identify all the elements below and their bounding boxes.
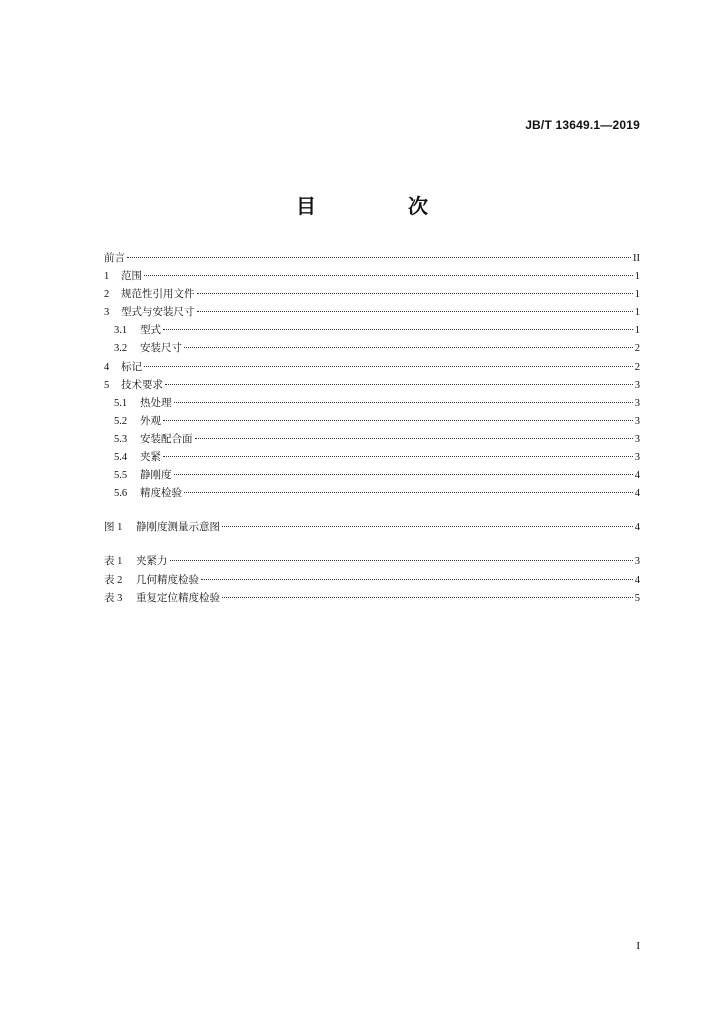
toc-entry[interactable] (104, 431, 640, 449)
entry-page-number: 5 (634, 592, 640, 604)
table-entry[interactable] (104, 553, 640, 571)
entry-label: 热处理 (140, 397, 172, 409)
dot-leader (127, 257, 631, 258)
dot-leader (163, 456, 633, 457)
toc-entry[interactable] (104, 340, 640, 358)
dot-leader (163, 329, 633, 330)
entry-label: 规范性引用文件 (121, 289, 195, 301)
entry-page-number: 1 (634, 271, 640, 283)
dot-leader (170, 560, 633, 561)
dot-leader (197, 311, 633, 312)
dot-leader (197, 293, 633, 294)
entry-page-number: 3 (634, 433, 640, 445)
dot-leader (195, 438, 633, 439)
entry-label: 标记 (121, 361, 142, 373)
entry-number: 3.1 (114, 325, 128, 337)
dot-leader (201, 579, 633, 580)
dot-leader (222, 526, 633, 527)
standard-code: JB/T 13649.1—2019 (525, 118, 640, 132)
dot-leader (184, 492, 633, 493)
toc-entry[interactable] (104, 359, 640, 377)
entry-number: 表 3 (104, 592, 123, 604)
entry-page-number: 3 (634, 452, 640, 464)
dot-leader (144, 275, 633, 276)
entry-page-number: 4 (634, 470, 640, 482)
entry-page-number: 3 (634, 379, 640, 391)
entry-page-number: 3 (634, 397, 640, 409)
toc-table-list (104, 553, 640, 607)
entry-number: 表 2 (104, 574, 123, 586)
entry-number: 图 1 (104, 522, 123, 534)
entry-label: 技术要求 (121, 379, 163, 391)
figure-entry[interactable] (104, 519, 640, 537)
toc-entry[interactable] (104, 449, 640, 467)
toc-entry[interactable] (104, 413, 640, 431)
entry-label: 安装配合面 (140, 433, 193, 445)
page-number: I (636, 940, 640, 952)
entry-number: 1 (104, 271, 110, 283)
table-entry[interactable] (104, 590, 640, 608)
toc-entry[interactable] (104, 485, 640, 503)
dot-leader (222, 597, 633, 598)
entry-page-number: 4 (634, 488, 640, 500)
toc-entry[interactable] (104, 322, 640, 340)
entry-label: 静刚度测量示意图 (136, 522, 220, 534)
dot-leader (174, 474, 633, 475)
entry-label: 外观 (140, 415, 161, 427)
entry-number: 3 (104, 307, 110, 319)
dot-leader (174, 402, 633, 403)
entry-label: 重复定位精度检验 (136, 592, 220, 604)
entry-page-number: 4 (634, 522, 640, 534)
dot-leader (184, 347, 633, 348)
toc-entry[interactable] (104, 286, 640, 304)
entry-number: 2 (104, 289, 110, 301)
page-title: 目 次 (296, 194, 464, 218)
entry-page-number: 1 (634, 325, 640, 337)
entry-page-number: 1 (634, 307, 640, 319)
dot-leader (165, 384, 633, 385)
entry-number: 5.4 (114, 452, 128, 464)
table-entry[interactable] (104, 572, 640, 590)
entry-label: 安装尺寸 (140, 343, 182, 355)
entry-page-number: 3 (634, 556, 640, 568)
entry-page-number: 1 (634, 289, 640, 301)
entry-number: 5.3 (114, 433, 128, 445)
toc-entry[interactable] (104, 250, 640, 268)
entry-number: 5 (104, 379, 110, 391)
entry-label: 前言 (104, 253, 125, 264)
entry-number: 5.6 (114, 488, 128, 500)
entry-number: 4 (104, 361, 110, 373)
entry-page-number: 3 (634, 415, 640, 427)
entry-page-number: 2 (634, 361, 640, 373)
entry-label: 几何精度检验 (136, 574, 199, 586)
dot-leader (163, 420, 633, 421)
entry-label: 型式与安装尺寸 (121, 307, 195, 319)
toc-main-list (104, 250, 640, 503)
entry-label: 夹紧力 (136, 556, 168, 568)
entry-label: 夹紧 (140, 452, 161, 464)
toc-entry[interactable] (104, 377, 640, 395)
entry-page-number: 4 (634, 574, 640, 586)
entry-number: 5.1 (114, 397, 128, 409)
toc-entry[interactable] (104, 395, 640, 413)
entry-label: 型式 (140, 325, 161, 337)
entry-number: 表 1 (104, 556, 123, 568)
dot-leader (144, 366, 633, 367)
toc-entry[interactable] (104, 304, 640, 322)
entry-label: 精度检验 (140, 488, 182, 500)
entry-label: 静刚度 (140, 470, 172, 482)
entry-label: 范围 (121, 271, 142, 283)
entry-page-number: II (633, 253, 640, 264)
toc-entry[interactable] (104, 467, 640, 485)
entry-number: 3.2 (114, 343, 128, 355)
toc-figure-list (104, 519, 640, 537)
entry-number: 5.2 (114, 415, 128, 427)
entry-page-number: 2 (634, 343, 640, 355)
table-of-contents (104, 250, 640, 608)
entry-number: 5.5 (114, 470, 128, 482)
toc-entry[interactable] (104, 268, 640, 286)
